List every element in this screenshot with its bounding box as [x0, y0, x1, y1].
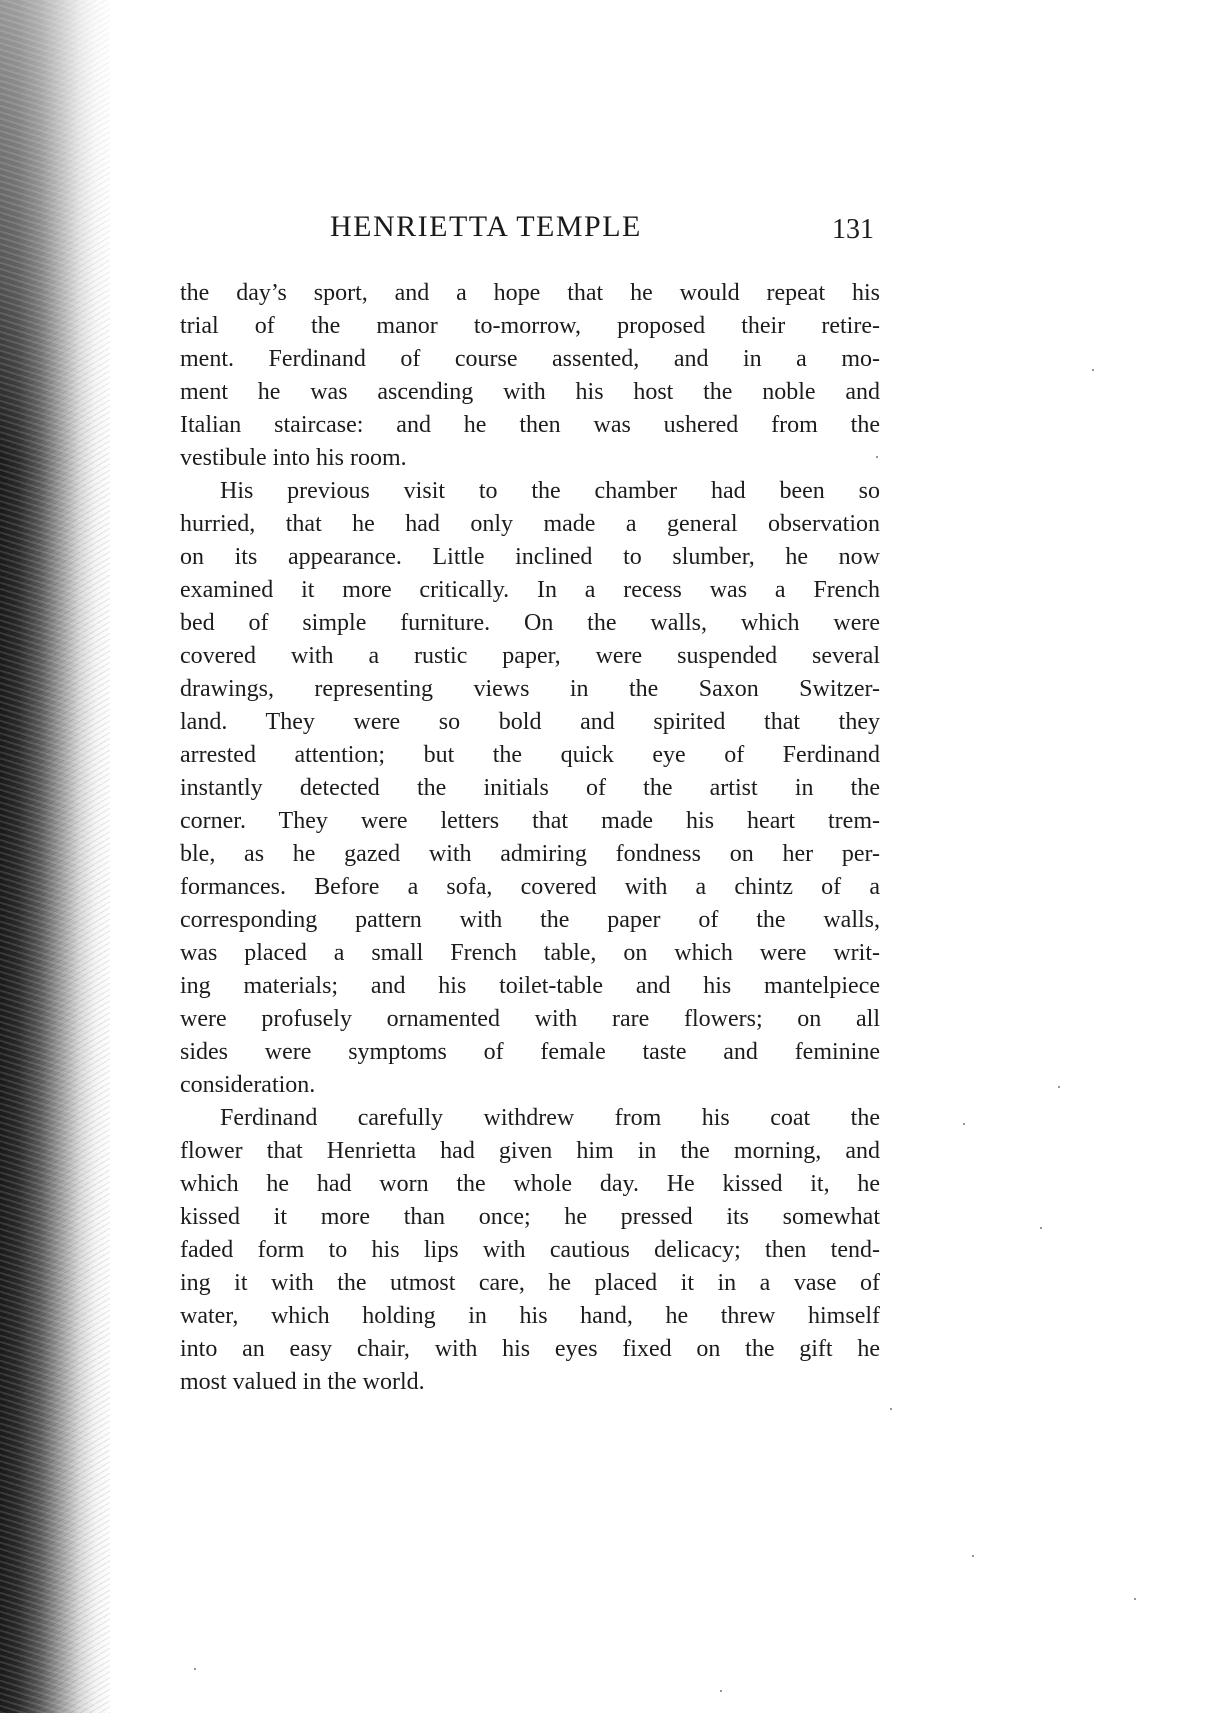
text-line: which he had worn the whole day. He kissed it, he — [180, 1171, 880, 1197]
text-line: ing it with the utmost care, he placed it in a vase of — [180, 1270, 880, 1296]
text-line: into an easy chair, with his eyes fixed on the gift he — [180, 1336, 880, 1362]
scan-speck — [1092, 369, 1094, 371]
text-line: land. They were so bold and spirited that they — [180, 709, 880, 735]
scan-speck — [1058, 1086, 1060, 1088]
text-line: trial of the manor to-morrow, proposed their retire- — [180, 313, 880, 339]
text-line: corner. They were letters that made his heart trem- — [180, 808, 880, 834]
text-line: Italian staircase: and he then was ushered from the — [180, 412, 880, 438]
page-number: 131 — [832, 214, 874, 245]
scan-speck — [963, 1123, 965, 1125]
scan-speck — [194, 1668, 196, 1670]
text-line: consideration. — [180, 1072, 316, 1098]
body-text — [180, 277, 880, 1399]
text-line: bed of simple furniture. On the walls, which were — [180, 610, 880, 636]
text-line: faded form to his lips with cautious delicacy; then tend- — [180, 1237, 880, 1263]
scan-speck — [972, 1555, 974, 1557]
text-line: hurried, that he had only made a general observation — [180, 511, 880, 537]
text-line: most valued in the world. — [180, 1369, 425, 1395]
text-line: vestibule into his room. — [180, 445, 407, 471]
text-line: were profusely ornamented with rare flowers; on all — [180, 1006, 880, 1032]
text-line: drawings, representing views in the Saxon Switzer- — [180, 676, 880, 702]
scan-speck — [876, 456, 878, 458]
text-line: ing materials; and his toilet-table and his mantelpiece — [180, 973, 880, 999]
text-line: ment. Ferdinand of course assented, and in a mo- — [180, 346, 880, 372]
text-line: on its appearance. Little inclined to slumber, he now — [180, 544, 880, 570]
text-line: covered with a rustic paper, were suspended several — [180, 643, 880, 669]
text-line: was placed a small French table, on which were writ- — [180, 940, 880, 966]
scan-speck — [1134, 1598, 1136, 1600]
text-line: examined it more critically. In a recess was a French — [180, 577, 880, 603]
text-line: kissed it more than once; he pressed its somewhat — [180, 1204, 880, 1230]
text-line: flower that Henrietta had given him in the morning, and — [180, 1138, 880, 1164]
text-line: His previous visit to the chamber had been so — [220, 478, 880, 504]
text-line: Ferdinand carefully withdrew from his coat the — [220, 1105, 880, 1131]
running-title: HENRIETTA TEMPLE — [330, 210, 642, 243]
text-line: corresponding pattern with the paper of the walls, — [180, 907, 880, 933]
text-line: ble, as he gazed with admiring fondness on her per- — [180, 841, 880, 867]
binding-gutter-fade — [0, 0, 110, 460]
text-line: formances. Before a sofa, covered with a chintz of a — [180, 874, 880, 900]
scan-speck — [890, 1408, 892, 1410]
text-line: water, which holding in his hand, he threw himself — [180, 1303, 880, 1329]
text-line: the day’s sport, and a hope that he would repeat his — [180, 280, 880, 306]
scan-speck — [720, 1690, 722, 1692]
text-line: ment he was ascending with his host the noble and — [180, 379, 880, 405]
running-header — [180, 210, 880, 250]
text-line: instantly detected the initials of the artist in the — [180, 775, 880, 801]
text-line: arrested attention; but the quick eye of Ferdinand — [180, 742, 880, 768]
scan-speck — [1040, 1227, 1042, 1229]
text-line: sides were symptoms of female taste and feminine — [180, 1039, 880, 1065]
